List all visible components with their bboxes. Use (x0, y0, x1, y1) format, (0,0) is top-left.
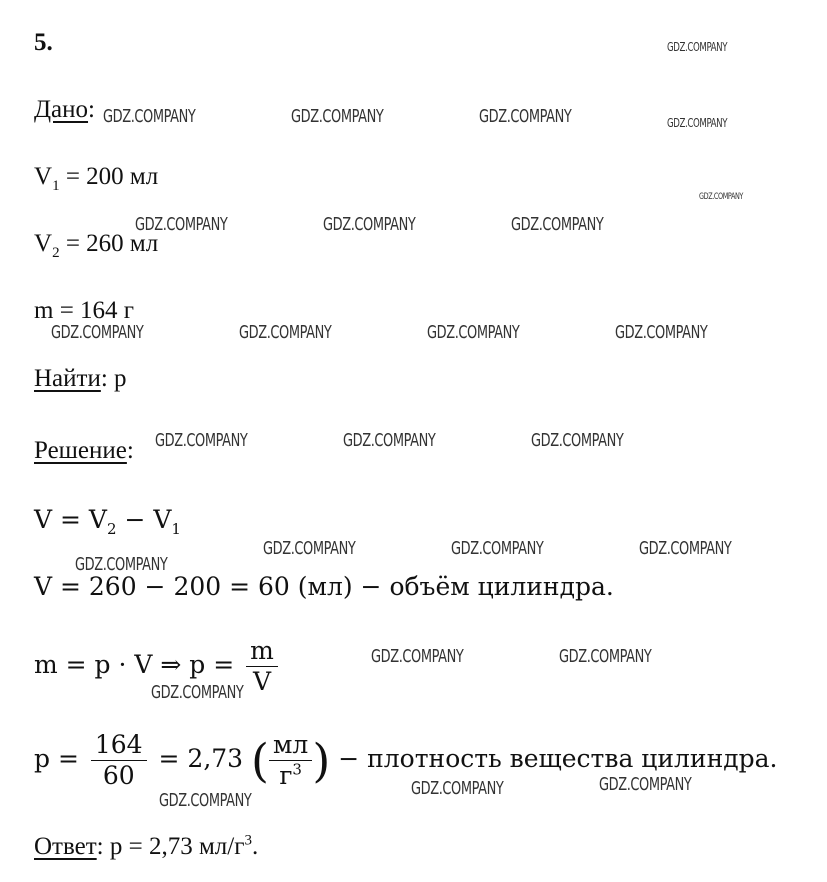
watermark: GDZ.COMPANY (427, 322, 520, 343)
eq4-result: = 2,73 (150, 744, 252, 773)
watermark: GDZ.COMPANY (75, 554, 168, 575)
fraction-numerator: 164 (91, 730, 147, 761)
given-v1 (34, 162, 158, 192)
equation-volume-diff (34, 505, 181, 538)
watermark: GDZ.COMPANY (263, 538, 356, 559)
eq4-tail: − плотность вещества цилиндра. (330, 744, 778, 773)
watermark: GDZ.COMPANY (151, 682, 244, 703)
v1-value: = 200 мл (59, 163, 159, 190)
eq1-part-b: − V (116, 505, 172, 534)
eq1-part-a: V = V (34, 505, 107, 534)
v2-subscript: 2 (52, 245, 60, 261)
answer-line (34, 832, 258, 862)
watermark: GDZ.COMPANY (323, 214, 416, 235)
given-label: Дано (34, 96, 89, 123)
watermark: GDZ.COMPANY (411, 778, 504, 799)
watermark: GDZ.COMPANY (103, 106, 196, 127)
v2-value: = 260 мл (59, 230, 159, 257)
answer-exponent: 3 (244, 832, 252, 849)
solution-heading (34, 436, 134, 466)
right-paren: ) (312, 733, 331, 788)
fraction-164-over-60 (91, 730, 147, 791)
eq1-sub-1: 2 (106, 520, 117, 538)
solution-colon: : (126, 437, 134, 464)
fraction-denominator: V (252, 667, 272, 696)
given-mass: m = 164 г (34, 297, 135, 324)
given-colon: : (88, 96, 95, 123)
left-paren: ( (251, 733, 269, 788)
unit-denominator (269, 761, 312, 791)
watermark: GDZ.COMPANY (667, 40, 728, 54)
unit-den-exp: 3 (292, 760, 302, 779)
watermark: GDZ.COMPANY (239, 322, 332, 343)
watermark: GDZ.COMPANY (667, 116, 728, 130)
watermark: GDZ.COMPANY (559, 646, 652, 667)
unit-numerator: мл (269, 730, 312, 761)
v1-symbol: V (34, 163, 53, 190)
watermark: GDZ.COMPANY (479, 106, 572, 127)
watermark: GDZ.COMPANY (639, 538, 732, 559)
watermark: GDZ.COMPANY (451, 538, 544, 559)
watermark: GDZ.COMPANY (155, 430, 248, 451)
find-line (34, 364, 127, 394)
answer-label: Ответ (34, 833, 97, 860)
v2-symbol: V (34, 230, 53, 257)
watermark: GDZ.COMPANY (531, 430, 624, 451)
problem-number: 5. (34, 29, 53, 56)
fraction-m-over-v (246, 636, 278, 697)
find-value: : p (100, 365, 127, 392)
equation-volume-value: V = 260 − 200 = 60 (мл) − объём цилиндра. (34, 572, 614, 601)
unit-fraction (269, 730, 312, 791)
watermark: GDZ.COMPANY (371, 646, 464, 667)
eq3-lhs: m = p · V ⇒ p = (34, 650, 243, 679)
find-label: Найти (34, 365, 101, 392)
watermark: GDZ.COMPANY (291, 106, 384, 127)
solution-label: Решение (34, 437, 127, 464)
fraction-numerator: m (246, 636, 278, 667)
watermark: GDZ.COMPANY (343, 430, 436, 451)
watermark: GDZ.COMPANY (135, 214, 228, 235)
watermark: GDZ.COMPANY (511, 214, 604, 235)
answer-text: : p = 2,73 мл/г (96, 833, 245, 860)
eq1-sub-2: 1 (171, 520, 181, 538)
v1-subscript: 1 (52, 178, 60, 194)
watermark: GDZ.COMPANY (615, 322, 708, 343)
unit-den-base: г (279, 761, 293, 790)
watermark: GDZ.COMPANY (51, 322, 144, 343)
given-heading (34, 95, 95, 125)
answer-end: . (251, 833, 259, 860)
fraction-denominator: 60 (102, 761, 135, 790)
watermark: GDZ.COMPANY (599, 774, 692, 795)
watermark: GDZ.COMPANY (159, 790, 252, 811)
watermark: GDZ.COMPANY (699, 192, 743, 202)
eq4-lhs: p = (34, 744, 87, 773)
